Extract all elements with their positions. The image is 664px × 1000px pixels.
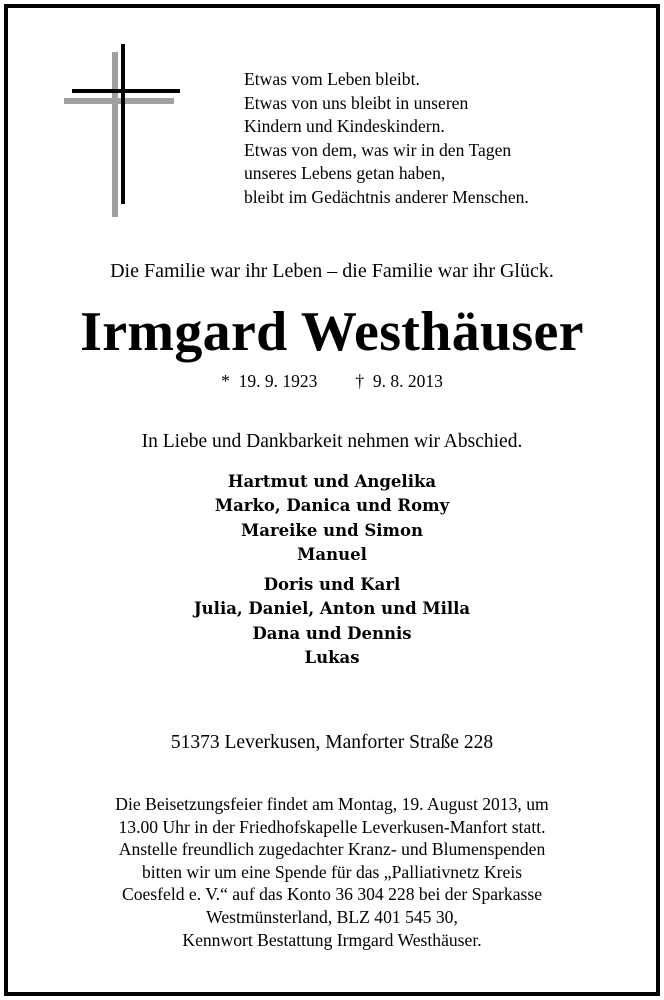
mourner-line: Marko, Danica und Romy xyxy=(214,496,450,516)
death-symbol: † xyxy=(355,371,365,391)
poem-line: unseres Lebens getan haben, xyxy=(244,163,446,183)
life-dates xyxy=(8,371,656,392)
mourner-group-1 xyxy=(8,470,656,567)
birth-symbol: * xyxy=(221,371,230,391)
address: 51373 Leverkusen, Manforter Straße 228 xyxy=(170,732,494,753)
notice-line: Anstelle freundlich zugedachter Kranz- und Blumenspenden xyxy=(118,839,546,860)
poem-line: Kindern und Kindeskindern. xyxy=(244,116,445,136)
poem-line: bleibt im Gedächtnis anderer Menschen. xyxy=(244,186,529,207)
mourners-list xyxy=(8,470,656,670)
mourner-line: Manuel xyxy=(297,544,367,564)
cross-icon xyxy=(64,44,184,219)
mourner-group-2 xyxy=(8,573,656,670)
mourner-line: Hartmut und Angelika xyxy=(227,472,437,491)
mourner-line: Lukas xyxy=(304,648,360,668)
funeral-notice xyxy=(8,793,656,951)
notice-line: Die Beisetzungsfeier findet am Montag, 19. August 2013, um xyxy=(115,794,549,814)
mourner-line: Mareike und Simon xyxy=(240,520,423,540)
notice-line: 13.00 Uhr in der Friedhofskapelle Leverkusen-Manfort statt. xyxy=(118,816,546,837)
poem-line: Etwas vom Leben bleibt. xyxy=(244,69,420,89)
notice-line: bitten wir um eine Spende für das „Palliativnetz Kreis xyxy=(141,861,523,882)
poem-line: Etwas von uns bleibt in unseren xyxy=(244,92,469,113)
poem-line: Etwas von dem, was wir in den Tagen xyxy=(244,139,512,160)
mourner-line: Doris und Karl xyxy=(263,575,401,595)
birth-date: 19. 9. 1923 xyxy=(238,371,318,391)
notice-line: Westmünsterland, BLZ 401 545 30, xyxy=(206,906,458,927)
motto: Die Familie war ihr Leben – die Familie war ihr Glück. xyxy=(110,260,554,282)
poem xyxy=(244,68,644,209)
mourner-line: Dana und Dennis xyxy=(252,623,412,643)
farewell-line: In Liebe und Dankbarkeit nehmen wir Abschied. xyxy=(141,431,523,452)
mourner-line: Julia, Daniel, Anton und Milla xyxy=(193,599,471,619)
notice-line: Coesfeld e. V.“ auf das Konto 36 304 228 bei der Sparkasse xyxy=(121,884,543,905)
death-date: 9. 8. 2013 xyxy=(372,371,443,391)
notice-line: Kennwort Bestattung Irmgard Westhäuser. xyxy=(182,929,482,950)
obituary-frame xyxy=(4,4,660,996)
deceased-name: Irmgard Westhäuser xyxy=(80,301,584,363)
